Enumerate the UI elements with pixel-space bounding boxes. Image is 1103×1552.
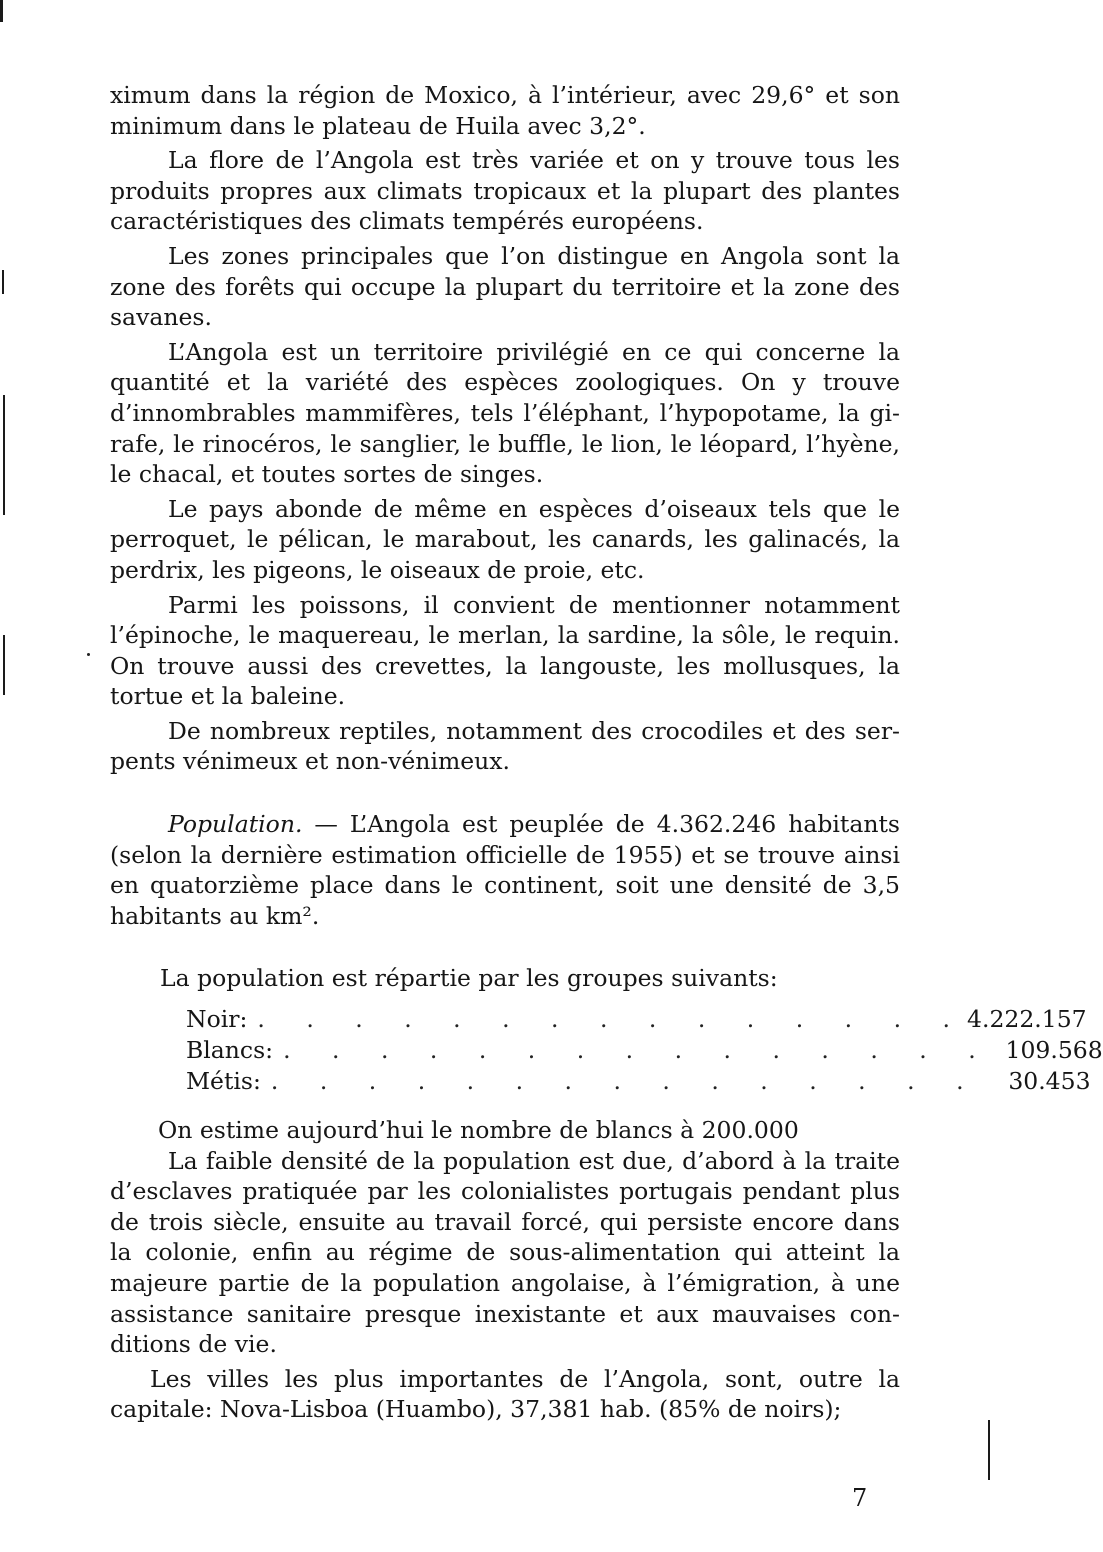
leader-dots: . . . . . . . . . . . . . . . [257,1005,968,1034]
paragraph-climate-end: ximum dans la région de Moxico, à l’intérieur, avec 29,6° et son minimum dans le plateau de Huila avec 3,2°. [110,81,900,140]
paragraph-zones: Les zones principales que l’on distingue en Angola sont la zone des forêts qui occupe la plupart du territoire et la zone des savanes. [110,241,900,332]
group-value: 30.453 [1008,1067,1091,1096]
left-edge-mark-lower [3,635,5,695]
page-number: 7 [852,1484,868,1512]
stray-dot-mark [87,653,90,656]
right-edge-mark-bottom [988,1420,990,1480]
left-edge-mark-middle [2,270,4,294]
paragraph-population [110,809,900,931]
population-groups-table [186,1004,1103,1097]
population-group-row [186,1066,1091,1097]
population-group-row [186,1004,1087,1035]
group-label: Métis: [186,1067,261,1096]
paragraph-cities: Les villes les plus importantes de l’Angola, sont, outre la capitale: Nova-Lisboa (Huambo), 37,381 hab. (85% de noirs); [110,1364,900,1424]
paragraph-fauna: L’Angola est un territoire privilégié en ce qui concerne la quantité et la variété des espèces zoologiques. On y trouve d’innombrables mammifères, tels l’éléphant, l’hypopotame, la gi-rafe, le rinocéros, le sanglier, le buffle, le lion, le léopard, l’hyène, le chacal, et toutes sortes de singes. [110,337,900,489]
group-value: 4.222.157 [967,1005,1087,1034]
paragraph-density: La faible densité de la population est due, d’abord à la traite d’esclaves pratiquée par les colonialistes portugais pendant plus de trois siècle, ensuite au travail forcé, qui persiste encore dans la colonie, enfin au régime de sous-alimentation qui atteint la majeure partie de la population angolaise, à l’émigration, à une assistance sanitaire presque inexistante et aux mauvaises con-ditions de vie. [110,1146,900,1359]
leader-dots: . . . . . . . . . . . . . . . [270,1067,981,1096]
paragraph-reptiles: De nombreux reptiles, notamment des crocodiles et des ser-pents vénimeux et non-vénimeux. [110,716,900,776]
body-text [110,80,1103,1425]
paragraph-birds: Le pays abonde de même en espèces d’oiseaux tels que le perroquet, le pélican, le marabout, les canards, les galinacés, la perdrix, les pigeons, le oiseaux de proie, etc. [110,494,900,584]
left-edge-mark-top [0,0,3,22]
group-label: Noir: [186,1005,248,1034]
group-label: Blancs: [186,1036,274,1065]
population-heading: Population. [168,810,303,839]
population-text: — L’Angola est peuplée de 4.362.246 habitants (selon la dernière estimation officielle de 1955) et se trouve ainsi en quatorzième place dans le continent, soit une densité de 3,5 habitants au km². [110,810,900,930]
group-value: 109.568 [1005,1036,1103,1065]
population-group-row [186,1035,1103,1066]
left-edge-mark-long [3,395,5,515]
paragraph-flora: La flore de l’Angola est très variée et on y trouve tous les produits propres aux climats tropicaux et la plupart des plantes caractéristiques des climats tempérés européens. [110,146,900,236]
paragraph-white-estimate: On estime aujourd’hui le nombre de blancs à 200.000 [158,1116,799,1145]
population-groups-intro: La population est répartie par les groupes suivants: [160,964,778,993]
leader-dots: . . . . . . . . . . . . . . . [283,1036,993,1065]
paragraph-fish: Parmi les poissons, il convient de mentionner notamment l’épinoche, le maquereau, le merlan, la sardine, la sôle, le requin. On trouve aussi des crevettes, la langouste, les mollusques, la tortue et la baleine. [110,590,900,711]
